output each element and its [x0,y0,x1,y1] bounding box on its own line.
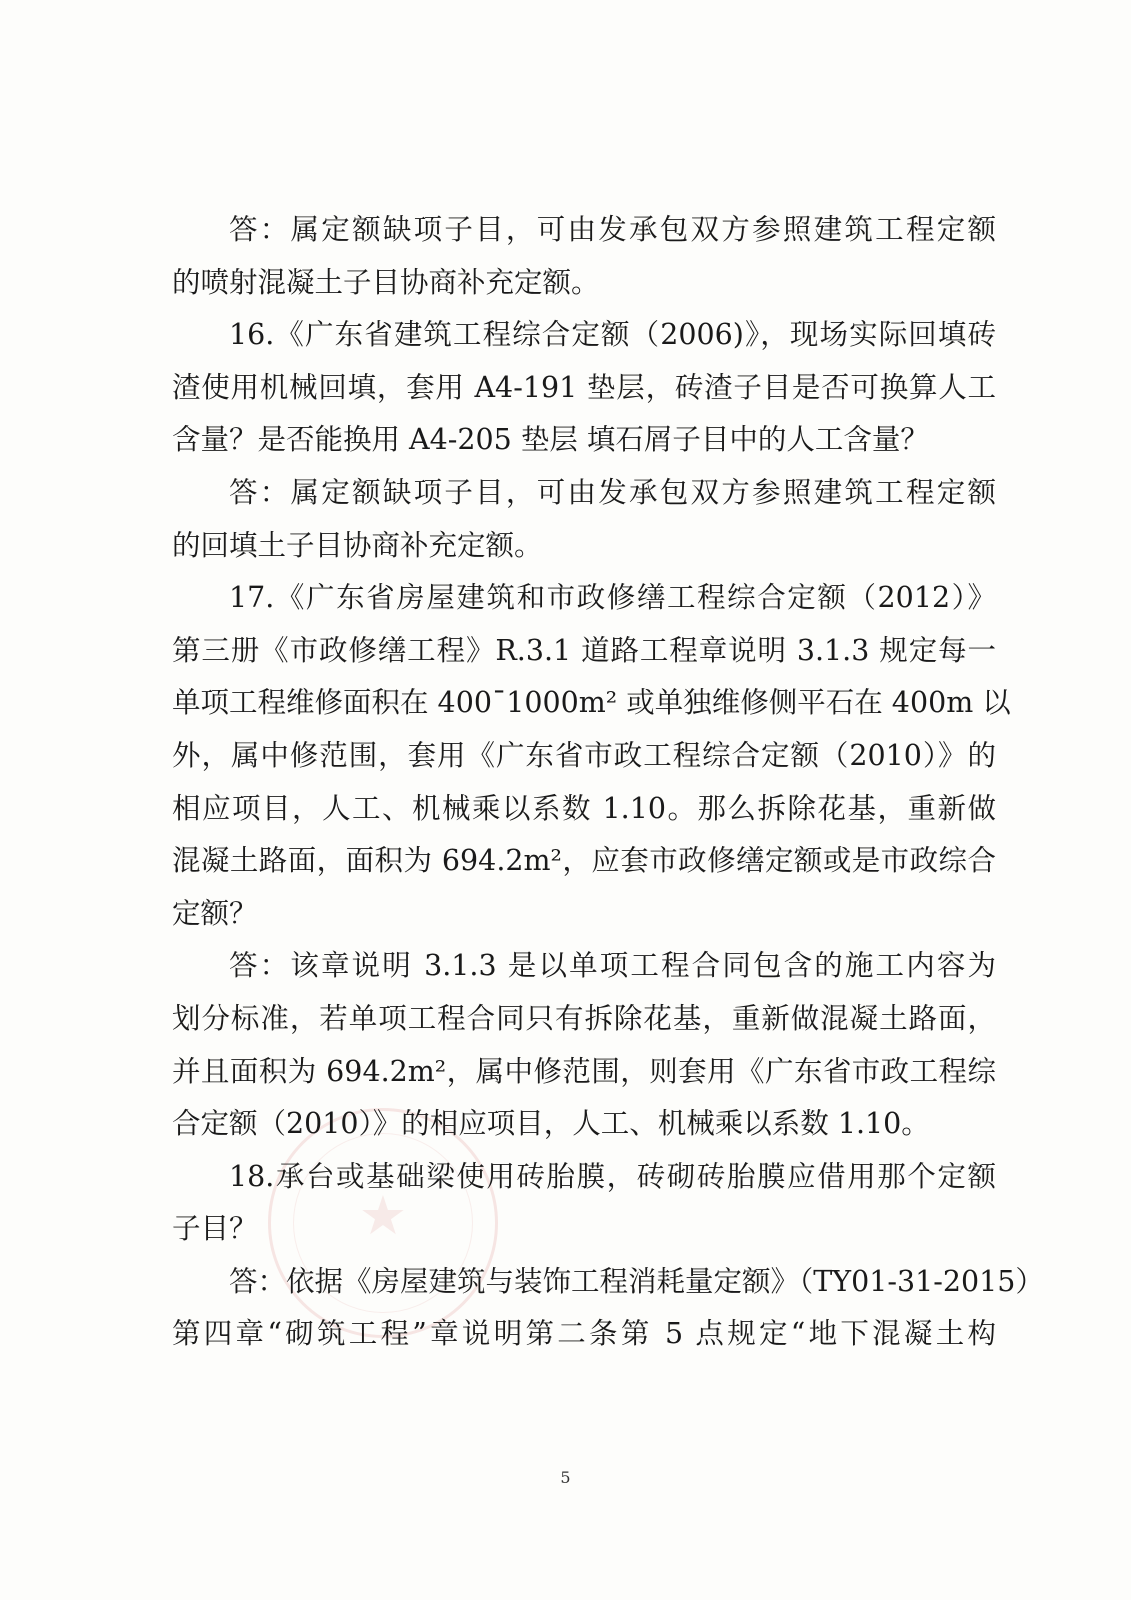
text-line: 的喷射混凝土子目协商补充定额。 [172,265,600,299]
text-line: 定额？ [172,896,258,930]
text-line: 划分标准，若单项工程合同只有拆除花基，重新做混凝土路面， [172,1001,996,1035]
text-line: 第三册《市政修缮工程》R.3.1 道路工程章说明 3.1.3 规定每一 [172,633,996,667]
text-line: 18.承台或基础梁使用砖胎膜，砖砌砖胎膜应借用那个定额 [229,1159,996,1193]
text-line: 子目？ [172,1212,258,1246]
text-line: 答：该章说明 3.1.3 是以单项工程合同包含的施工内容为 [229,949,996,983]
text-line: 并且面积为 694.2m²，属中修范围，则套用《广东省市政工程综 [172,1054,996,1088]
text-line: 17.《广东省房屋建筑和市政修缮工程综合定额（2012）》 [229,581,996,615]
text-line: 外，属中修范围，套用《广东省市政工程综合定额（2010）》的 [172,738,996,772]
text-line: 渣使用机械回填，套用 A4-191 垫层，砖渣子目是否可换算人工 [172,370,996,404]
text-line: 答：属定额缺项子目，可由发承包双方参照建筑工程定额 [229,475,996,509]
text-line: 第四章“砌筑工程”章说明第二条第 5 点规定“地下混凝土构 [172,1317,996,1351]
text-line: 答：属定额缺项子目，可由发承包双方参照建筑工程定额 [229,213,996,246]
text-line: 的回填土子目协商补充定额。 [172,528,543,562]
text-line: 相应项目，人工、机械乘以系数 1.10。那么拆除花基，重新做 [172,791,996,825]
seal-star-icon: ★ [358,1184,408,1247]
text-line: 单项工程维修面积在 400¯1000m² 或单独维修侧平石在 400m 以 [172,686,1011,720]
text-line: 合定额（2010）》的相应项目，人工、机械乘以系数 1.10。 [172,1107,930,1141]
page-number: 5 [560,1468,571,1487]
text-line: 答：依据《房屋建筑与装饰工程消耗量定额》（TY01-31-2015） [229,1264,1044,1298]
document-body [172,204,1044,1361]
text-line: 16.《广东省建筑工程综合定额（2006)》，现场实际回填砖 [229,318,996,352]
text-line: 混凝土路面，面积为 694.2m²，应套市政修缮定额或是市政综合 [172,844,996,878]
text-line: 含量？是否能换用 A4-205 垫层 填石屑子目中的人工含量？ [172,423,929,457]
